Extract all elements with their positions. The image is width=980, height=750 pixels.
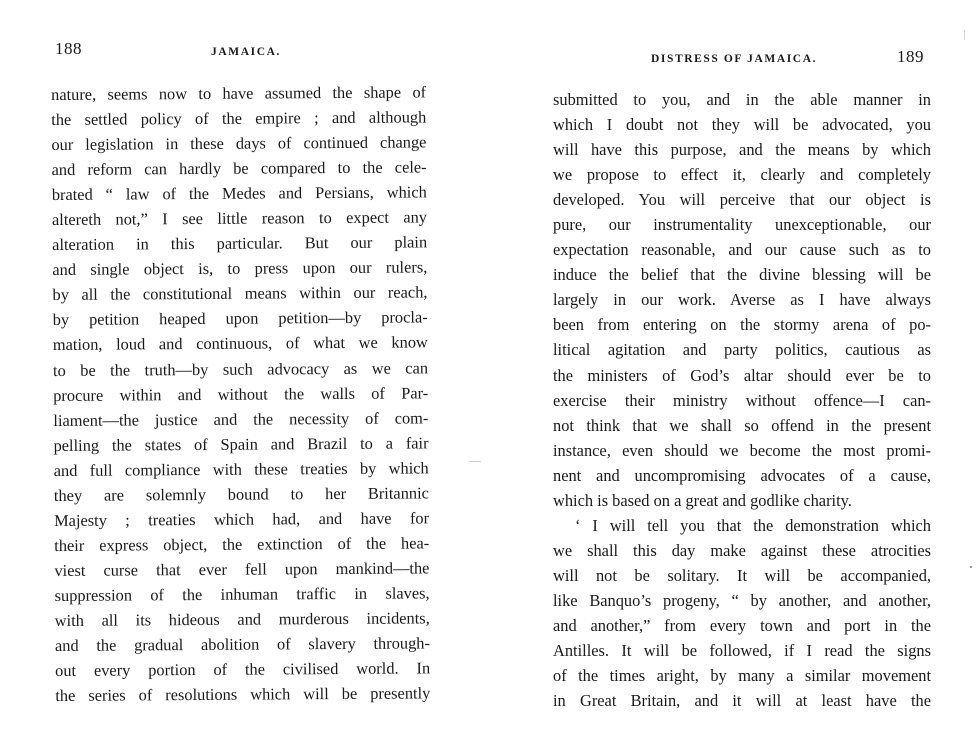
text-line: viest curse that ever fell upon mankind—the [54,558,430,580]
text-line: ‘ I will tell you that the demonstration which [575,515,931,535]
text-line: which I doubt not they will be advocated, you [553,115,931,135]
text-line: induce the belief that the divine blessing will be [553,265,931,285]
text-line: the settled policy of the empire ; and although [51,107,427,130]
right-body-text [553,87,931,713]
text-line: their express object, the extinction of the hea- [54,533,430,555]
text-line: which is based on a great and godlike charity. [553,490,852,510]
text-line: will have this purpose, and the means by which [553,140,931,160]
scan-mark [970,566,972,568]
text-line: not think that we shall so offend in the present [553,415,931,435]
text-line: pelling the states of Spain and Brazil to a fair [53,433,429,455]
text-line: and full compliance with these treaties by which [53,458,429,480]
text-line: developed. You will perceive that our object is [553,190,931,210]
text-line: Majesty ; treaties which had, and have for [53,508,430,530]
text-line: they are solemnly bound to her Britannic [53,483,429,505]
text-line: with all its hideous and murderous incidents, [54,608,430,630]
text-line: alteration in this particular. But our plain [52,232,428,255]
text-line: we shall this day make against these atrocities [553,540,931,560]
text-line: exercise their ministry without offence—I can- [553,390,931,410]
right-page [490,0,980,750]
text-line: mation, loud and continuous, of what we know [52,332,428,355]
text-line: instance, even should we become the most promi- [553,440,931,460]
text-line: the series of resolutions which will be presently [55,683,431,706]
right-running-head: DISTRESS OF JAMAICA. [651,53,818,65]
text-line: and reform can hardly be compared to the cele- [51,157,427,180]
text-line: by all the constitutional means within our reach, [52,282,428,305]
left-running-head: JAMAICA. [211,46,281,58]
text-line: like Banquo’s progeny, “ by another, and another, [553,590,931,610]
text-line: nature, seems now to have assumed the shape of [51,82,427,104]
right-page-number: 189 [897,47,924,66]
scan-mark [469,461,481,462]
text-line: altereth not,” I see little reason to expect any [51,207,428,230]
text-line: litical agitation and party politics, cautious as [553,340,931,360]
text-line: and single object is, to press upon our rulers, [52,257,428,280]
text-line: and another,” from every town and port in the [553,615,931,635]
text-line: of the times aright, by many a similar movement [553,666,931,686]
text-line: in Great Britain, and it will at least have the [553,691,931,711]
text-line: we propose to effect it, clearly and completely [553,165,931,185]
text-line: the ministers of God’s altar should ever be to [553,365,931,385]
text-line: brated “ law of the Medes and Persians, which [51,182,427,205]
text-line: Antilles. It will be followed, if I read the signs [553,641,931,661]
text-line: nent and uncompromising advocates of a cause, [553,465,931,485]
text-line: submitted to you, and in the able manner in [553,90,931,109]
text-line: been from entering on the stormy arena of po- [553,315,931,335]
text-line: suppression of the inhuman traffic in slaves, [54,583,430,605]
text-line: will not be solitary. It will be accompanied, [553,565,931,585]
text-line: and the gradual abolition of slavery through- [54,633,430,656]
text-line: procure within and without the walls of Par- [53,382,429,405]
text-line: by petition heaped upon petition—by procla- [52,307,428,330]
text-line: expectation reasonable, and our cause such as to [553,240,931,260]
left-body-text [51,79,430,708]
left-page-number: 188 [55,39,82,58]
text-line: to be the truth—by such advocacy as we can [52,357,429,380]
text-line: liament—the justice and the necessity of com- [53,407,429,430]
scan-mark [964,30,965,40]
text-line: largely in our work. Averse as I have always [553,290,931,310]
text-line: pure, our instrumentality unexceptionable, our [553,215,931,235]
text-line: our legislation in these days of continued change [51,132,427,155]
text-line: out every portion of the civilised world. In [55,658,431,681]
